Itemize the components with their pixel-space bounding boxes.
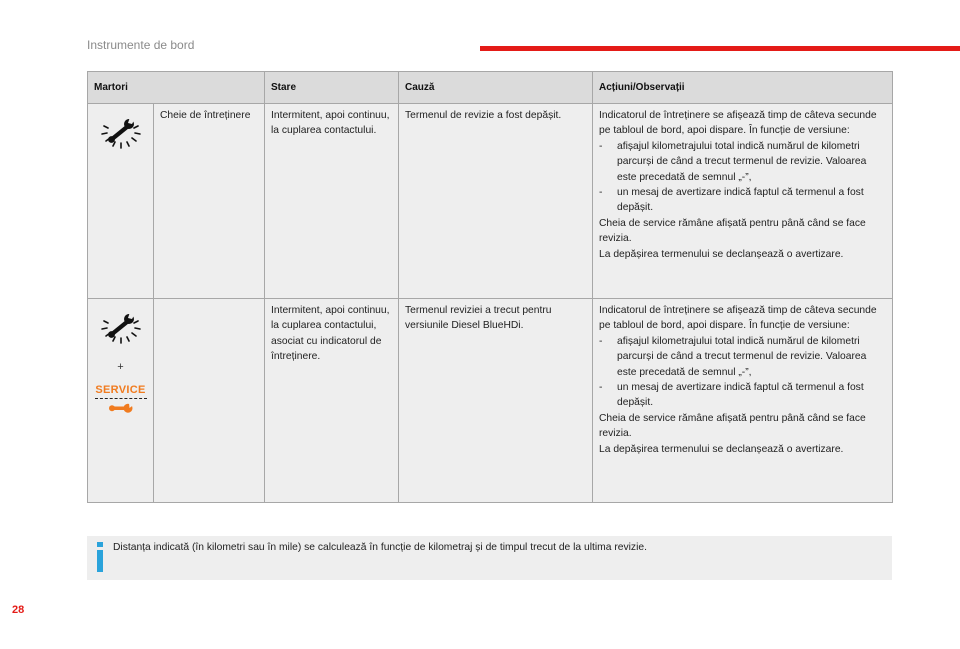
- observation-outro: Cheia de service rămâne afișată pentru până când se face revizia.: [599, 217, 866, 245]
- section-title: Instrumente de bord: [87, 38, 195, 52]
- header-accent-bar: [480, 46, 960, 51]
- service-dashed-line: [95, 398, 147, 399]
- column-header-cauza: Cauză: [399, 72, 593, 104]
- observations-cell: [593, 299, 893, 503]
- bullet-marker: -: [599, 140, 603, 152]
- table-row: [88, 104, 893, 299]
- bullet-text: un mesaj de avertizare indică faptul că termenul a fost depășit.: [617, 187, 864, 214]
- service-indicator-icon: [95, 384, 147, 419]
- column-header-actiuni: Acțiuni/Observații: [593, 72, 893, 104]
- page-number: 28: [12, 604, 25, 616]
- observation-outro: Cheia de service rămâne afișată pentru până când se face revizia.: [599, 412, 866, 440]
- maintenance-wrench-icon: [98, 112, 144, 152]
- service-label: SERVICE: [95, 383, 146, 396]
- bullet-text: un mesaj de avertizare indică faptul că termenul a fost depășit.: [617, 382, 864, 409]
- cause-cell: Termenul de revizie a fost depășit.: [399, 104, 593, 299]
- observation-outro: La depășirea termenului se declanșează o avertizare.: [599, 248, 844, 260]
- bullet-marker: -: [599, 382, 603, 394]
- warning-light-icon-cell: [88, 299, 154, 503]
- table-header-row: [88, 72, 893, 104]
- cause-cell: Termenul reviziei a trecut pentru versiunile Diesel BlueHDi.: [399, 299, 593, 503]
- observation-bullet: [599, 334, 886, 380]
- state-cell: Intermitent, apoi continuu, la cuplarea contactului.: [265, 104, 399, 299]
- info-icon: [95, 542, 105, 572]
- state-cell: Intermitent, apoi continuu, la cuplarea contactului, asociat cu indicatorul de întreținere.: [265, 299, 399, 503]
- observation-intro: Indicatorul de întreținere se afișează timp de câteva secunde pe tabloul de bord, apoi dispare. În funcție de versiune:: [599, 305, 877, 332]
- warning-light-icon-cell: [88, 104, 154, 299]
- info-note: [87, 536, 892, 580]
- observations-cell: [593, 104, 893, 299]
- observation-bullet: [599, 380, 886, 411]
- bullet-text: afișajul kilometrajului total indică numărul de kilometri parcurși de când a trecut termenul de revizie. Valoarea este precedată de semnul „-”,: [617, 140, 867, 183]
- observation-bullet: [599, 185, 886, 216]
- column-header-martori: Martori: [88, 72, 265, 104]
- column-header-stare: Stare: [265, 72, 399, 104]
- observation-intro: Indicatorul de întreținere se afișează timp de câteva secunde pe tabloul de bord, apoi dispare. În funcție de versiune:: [599, 110, 877, 137]
- warning-light-name: [154, 299, 265, 503]
- warning-lights-table: [87, 71, 893, 503]
- warning-light-name: Cheie de întreținere: [154, 104, 265, 299]
- info-text: Distanța indicată (în kilometri sau în mile) se calculează în funcție de kilometraj și de timpul trecut de la ultima revizie.: [113, 542, 647, 553]
- maintenance-wrench-icon: [98, 307, 144, 347]
- observation-outro: La depășirea termenului se declanșează o avertizare.: [599, 443, 844, 455]
- service-wrench-icon: [108, 402, 134, 414]
- bullet-text: afișajul kilometrajului total indică numărul de kilometri parcurși de când a trecut termenul de revizie. Valoarea este precedată de semnul „-”,: [617, 335, 867, 378]
- plus-sign: +: [117, 361, 124, 374]
- observation-bullet: [599, 139, 886, 185]
- bullet-marker: -: [599, 335, 603, 347]
- bullet-marker: -: [599, 187, 603, 199]
- table-row: [88, 299, 893, 503]
